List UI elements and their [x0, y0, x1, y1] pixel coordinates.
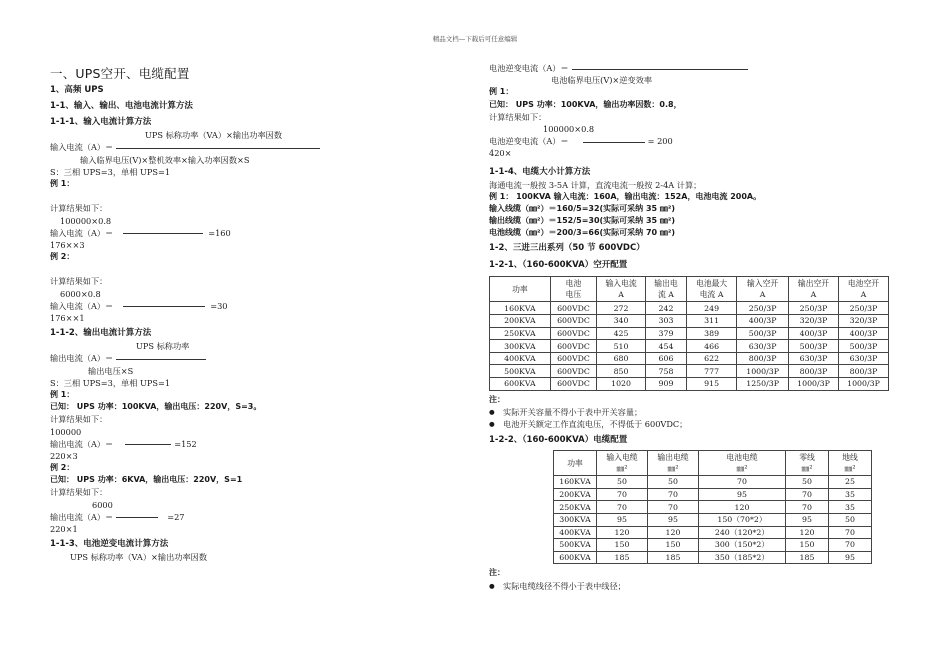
section-1-1: 1-1、输入、输出、电池电流计算方法: [50, 101, 193, 112]
formula1-s-note: S：三相 UPS=3，单相 UPS=1: [50, 166, 171, 177]
ex4-row: [50, 511, 450, 523]
table-cell: 70: [597, 501, 648, 514]
table-cell: 242: [645, 302, 686, 315]
table-cell: 25: [829, 476, 872, 489]
table-header-cell: [554, 451, 597, 476]
ex4-result: =27: [167, 511, 185, 522]
table-cell: 600VDC: [550, 327, 596, 340]
ex4-denominator: 220×1: [50, 524, 78, 535]
table-row: [554, 526, 872, 539]
ex5-numerator: 100000×0.8: [543, 123, 595, 134]
example-5-label: 例 1：: [489, 87, 514, 97]
cable-output: 输出线缆（㎜²）＝152/5=30(实际可采纳 35 ㎜²): [489, 216, 676, 226]
header-line: 输出空开: [797, 279, 830, 289]
table-header-cell: [687, 277, 737, 302]
note-2-label: 注：: [489, 568, 505, 578]
header-line: 输入电缆: [606, 453, 638, 463]
table-row: [490, 378, 889, 391]
table-cell: 600VDC: [550, 378, 596, 391]
cable-example: 例 1： 100KVA 输入电流：160A，输出电流：152A，电池电流 200A。: [489, 191, 762, 201]
calc-result-label: 计算结果如下：: [50, 203, 108, 214]
ex3-row: [50, 438, 450, 450]
header-line: ㎜²: [667, 464, 679, 474]
table-cell: 1250/3P: [737, 378, 789, 391]
doc-title: 一、UPS空开、电缆配置: [50, 66, 190, 81]
table-cell: 454: [645, 340, 686, 353]
example-4-known: 已知： UPS 功率：6KVA，输出电压：220V，S=1: [50, 475, 243, 485]
table-cell: 379: [645, 327, 686, 340]
header-line: A: [618, 290, 624, 300]
table-header-row: [554, 451, 872, 476]
table-cell: 1020: [597, 378, 646, 391]
note-1-bullet-2: ● 电池开关额定工作直流电压，不得低于 600VDC；: [489, 418, 889, 430]
example-5-known: 已知： UPS 功率：100KVA，输出功率因数：0.8，: [489, 99, 682, 109]
header-line: ㎜²: [736, 464, 748, 474]
table-cell: 600VDC: [550, 302, 596, 315]
table-cell: 35: [829, 488, 872, 501]
table-cell: 1000/3P: [789, 378, 839, 391]
table-cell: 95: [786, 513, 829, 526]
table-cell: 1000/3P: [838, 378, 888, 391]
calc-result-label: 计算结果如下：: [50, 414, 108, 425]
section-1: 1、高频 UPS: [50, 85, 104, 96]
header-line: ㎜²: [844, 464, 856, 474]
table-cell: 303: [645, 315, 686, 328]
formula2-row: [50, 352, 450, 364]
table-cell: 160KVA: [490, 302, 551, 315]
table-cell: 272: [597, 302, 646, 315]
table-cell: 70: [829, 539, 872, 552]
table-cell: 320/3P: [789, 315, 839, 328]
table-row: [490, 340, 889, 353]
calc-result-label: 计算结果如下：: [50, 276, 108, 287]
table-cell: 150: [648, 539, 699, 552]
fraction-bar: [116, 517, 158, 518]
formula2-denominator: 输出电压×S: [88, 365, 134, 376]
table-row: [554, 476, 872, 489]
table-cell: 350（185*2）: [699, 551, 786, 564]
table-cell: 240（120*2）: [699, 526, 786, 539]
table-row: [490, 315, 889, 328]
table-cell: 95: [648, 513, 699, 526]
table-row: [490, 365, 889, 378]
table-row: [490, 302, 889, 315]
ex1-row: [50, 227, 450, 239]
section-1-2-1: 1-2-1、（160-600KVA）空开配置: [489, 260, 628, 271]
formula2-s-note: S：三相 UPS=3，单相 UPS=1: [50, 377, 171, 388]
section-1-2: 1-2、三进三出系列（50 节 600VDC）: [489, 243, 645, 254]
table-cell: 150: [597, 539, 648, 552]
table-cell: 466: [687, 340, 737, 353]
table-row: [554, 539, 872, 552]
table-cell: 758: [645, 365, 686, 378]
table-header-cell: [838, 277, 888, 302]
table-cell: 50: [786, 476, 829, 489]
table-cell: 120: [699, 501, 786, 514]
formula3-row: [489, 62, 889, 74]
table-cell: 249: [687, 302, 737, 315]
table-cell: 425: [597, 327, 646, 340]
section-1-1-2: 1-1-2、输出电流计算方法: [50, 328, 152, 339]
example-3-label: 例 1：: [50, 389, 75, 399]
example-3-known: 已知： UPS 功率：100KVA，输出电压：220V，S=3。: [50, 402, 262, 412]
table-cell: 630/3P: [737, 340, 789, 353]
ex5-lhs: 电池逆变电流（A）＝: [489, 136, 569, 147]
table-cell: 389: [687, 327, 737, 340]
table-cell: 150（70*2）: [699, 513, 786, 526]
table-cell: 630/3P: [789, 352, 839, 365]
table-cell: 300KVA: [554, 513, 597, 526]
formula1-denominator: 输入临界电压(V)×整机效率×输入功率因数×S: [80, 154, 250, 165]
calc-result-label: 计算结果如下：: [50, 487, 108, 498]
table-cell: 500KVA: [490, 365, 551, 378]
table-cell: 909: [645, 378, 686, 391]
table-cell: 300（150*2）: [699, 539, 786, 552]
example-2-label: 例 2：: [50, 252, 75, 262]
table-cell: 600VDC: [550, 352, 596, 365]
table-cell: 200KVA: [490, 315, 551, 328]
table-cell: 200KVA: [554, 488, 597, 501]
example-1-label: 例 1：: [50, 178, 75, 188]
table-cell: 800/3P: [789, 365, 839, 378]
table-header-cell: [597, 277, 646, 302]
table-cell: 70: [829, 526, 872, 539]
table-cell: 400/3P: [737, 315, 789, 328]
table-cell: 340: [597, 315, 646, 328]
table-cell: 500/3P: [789, 340, 839, 353]
ex4-numerator: 6000: [92, 499, 113, 510]
table-cell: 311: [687, 315, 737, 328]
header-line: A: [810, 290, 817, 300]
table-cell: 600KVA: [490, 378, 551, 391]
table-cell: 622: [687, 352, 737, 365]
section-1-1-3: 1-1-3、电池逆变电流计算方法: [50, 539, 169, 550]
right-column: [489, 62, 889, 592]
table-cell: 500/3P: [737, 327, 789, 340]
formula1-row: [50, 141, 450, 153]
table-cell: 250KVA: [490, 327, 551, 340]
table-cell: 510: [597, 340, 646, 353]
fraction-bar: [123, 233, 203, 234]
table-cell: 600VDC: [550, 340, 596, 353]
table-cell: 95: [699, 488, 786, 501]
table-row: [554, 488, 872, 501]
table-cell: 800/3P: [838, 365, 888, 378]
header-line: 电池空开: [847, 279, 880, 289]
header-line: ㎜²: [801, 464, 813, 474]
table-cell: 800/3P: [737, 352, 789, 365]
table-cell: 606: [645, 352, 686, 365]
fraction-bar: [116, 359, 206, 360]
header-line: 流 A: [658, 290, 674, 300]
table-cell: 300KVA: [490, 340, 551, 353]
header-line: 输入电流: [605, 279, 637, 289]
header-line: 电池最大: [696, 279, 728, 289]
table-cell: 70: [648, 501, 699, 514]
table-header-cell: [597, 451, 648, 476]
header-line: 输入空开: [747, 279, 779, 289]
calc-result-label: 计算结果如下：: [489, 111, 547, 122]
table-header-row: [490, 277, 889, 302]
ex1-result: =160: [208, 227, 231, 238]
table-row: [554, 501, 872, 514]
table-header-cell: [490, 277, 551, 302]
header-line: A: [860, 290, 867, 300]
header-line: 地线: [842, 453, 858, 463]
table-cell: 1000/3P: [737, 365, 789, 378]
cable-input: 输入线缆（㎜²）＝160/5=32(实际可采纳 35 ㎜²): [489, 203, 676, 213]
left-column: [50, 62, 450, 563]
section-1-1-1: 1-1-1、输入电流计算方法: [50, 117, 152, 128]
table-cell: 120: [597, 526, 648, 539]
ex2-denominator: 176××1: [50, 313, 85, 324]
breaker-config-table: [489, 276, 889, 390]
table-cell: 35: [829, 501, 872, 514]
table-header-cell: [829, 451, 872, 476]
table-header-cell: [648, 451, 699, 476]
fraction-bar: [125, 444, 171, 445]
header-line: 输出电: [654, 279, 678, 289]
table-cell: 630/3P: [838, 352, 888, 365]
table-cell: 500KVA: [554, 539, 597, 552]
table-cell: 777: [687, 365, 737, 378]
table-cell: 320/3P: [838, 315, 888, 328]
table-cell: 185: [648, 551, 699, 564]
table-cell: 70: [786, 501, 829, 514]
formula3-denominator: 电池临界电压(V)×逆变效率: [551, 75, 653, 86]
table-cell: 680: [597, 352, 646, 365]
table-cell: 500/3P: [838, 340, 888, 353]
ex1-lhs: 输入电流（A）＝: [50, 227, 114, 238]
table-cell: 250/3P: [737, 302, 789, 315]
table-header-cell: [789, 277, 839, 302]
table-cell: 850: [597, 365, 646, 378]
cable-battery: 电池线缆（㎜²）＝200/3=66(实际可采纳 70 ㎜²): [489, 228, 676, 238]
header-line: ㎜²: [616, 464, 628, 474]
ex5-result: = 200: [647, 136, 673, 147]
fraction-bar: [116, 148, 320, 149]
table-header-cell: [550, 277, 596, 302]
note-2-bullet-1: ● 实际电缆线径不得小于表中线径；: [489, 580, 889, 592]
ex5-denominator: 420×: [489, 148, 512, 159]
page-header: 精品文档—下载后可任意编辑: [432, 35, 518, 43]
table-cell: 600VDC: [550, 365, 596, 378]
table-header-cell: [737, 277, 789, 302]
ex2-lhs: 输入电流（A）＝: [50, 300, 114, 311]
table-header-cell: [699, 451, 786, 476]
table-cell: 150: [786, 539, 829, 552]
header-line: 电压: [565, 290, 582, 300]
table-cell: 160KVA: [554, 476, 597, 489]
table-cell: 70: [648, 488, 699, 501]
table-header-cell: [786, 451, 829, 476]
header-line: 电池: [565, 279, 582, 289]
formula1-lhs: 输入电流（A）＝: [50, 142, 114, 153]
table-row: [554, 551, 872, 564]
cable-rule: 海通电流一般按 3-5A 计算，直流电流一般按 2-4A 计算；: [489, 179, 702, 190]
table-cell: 95: [829, 551, 872, 564]
ex3-denominator: 220×3: [50, 450, 78, 461]
formula1-numerator: UPS 标称功率（VA）×输出功率因数: [145, 130, 283, 141]
table-cell: 400/3P: [838, 327, 888, 340]
table-cell: 50: [597, 476, 648, 489]
table-cell: 250/3P: [838, 302, 888, 315]
ex2-result: =30: [210, 300, 228, 311]
ex1-denominator: 176××3: [50, 239, 85, 250]
table-cell: 400/3P: [789, 327, 839, 340]
fraction-bar: [583, 142, 645, 143]
formula2-lhs: 输出电流（A）＝: [50, 353, 114, 364]
table-cell: 70: [699, 476, 786, 489]
header-line: 零线: [799, 453, 815, 463]
table-cell: 120: [648, 526, 699, 539]
table-header-cell: [645, 277, 686, 302]
table-cell: 70: [597, 488, 648, 501]
formula3-lhs: 电池逆变电流（A）＝: [489, 63, 569, 73]
ex2-numerator: 6000×0.8: [60, 288, 101, 299]
ex1-numerator: 100000×0.8: [60, 215, 112, 226]
ex2-row: [50, 300, 450, 312]
fraction-bar: [123, 306, 205, 307]
table-cell: 250/3P: [789, 302, 839, 315]
header-line: 电流 A: [699, 290, 724, 300]
table-cell: 185: [597, 551, 648, 564]
header-line: 电池电缆: [726, 453, 758, 463]
section-1-2-2: 1-2-2、（160-600KVA）电缆配置: [489, 435, 628, 446]
table-cell: 95: [597, 513, 648, 526]
table-cell: 185: [786, 551, 829, 564]
table-cell: 400KVA: [554, 526, 597, 539]
table-row: [490, 327, 889, 340]
ex4-lhs: 输出电流（A）＝: [50, 511, 114, 522]
table-cell: 250KVA: [554, 501, 597, 514]
ex3-result: =152: [174, 438, 197, 449]
table-row: [490, 352, 889, 365]
table-cell: 70: [786, 488, 829, 501]
table-cell: 50: [829, 513, 872, 526]
header-line: 输出电缆: [657, 453, 689, 463]
table-cell: 120: [786, 526, 829, 539]
formula3-numerator: UPS 标称功率（VA）×输出功率因数: [70, 552, 208, 563]
table-cell: 50: [648, 476, 699, 489]
note-1-bullet-1: ● 实际开关容量不得小于表中开关容量；: [489, 406, 889, 418]
ex3-numerator: 100000: [50, 426, 82, 437]
table-row: [554, 513, 872, 526]
header-line: A: [759, 290, 766, 300]
table-cell: 915: [687, 378, 737, 391]
header-line: 功率: [512, 284, 528, 294]
table-cell: 400KVA: [490, 352, 551, 365]
section-1-1-4: 1-1-4、电缆大小计算方法: [489, 166, 591, 177]
table-cell: 600VDC: [550, 315, 596, 328]
formula2-numerator: UPS 标称功率: [136, 341, 190, 352]
table-cell: 600KVA: [554, 551, 597, 564]
example-4-label: 例 2：: [50, 463, 75, 473]
fraction-bar: [572, 69, 748, 70]
ex5-row: [489, 135, 889, 147]
note-1-label: 注：: [489, 394, 505, 404]
cable-config-table: [553, 450, 872, 564]
header-line: 功率: [567, 458, 583, 468]
ex3-lhs: 输出电流（A）＝: [50, 438, 114, 449]
